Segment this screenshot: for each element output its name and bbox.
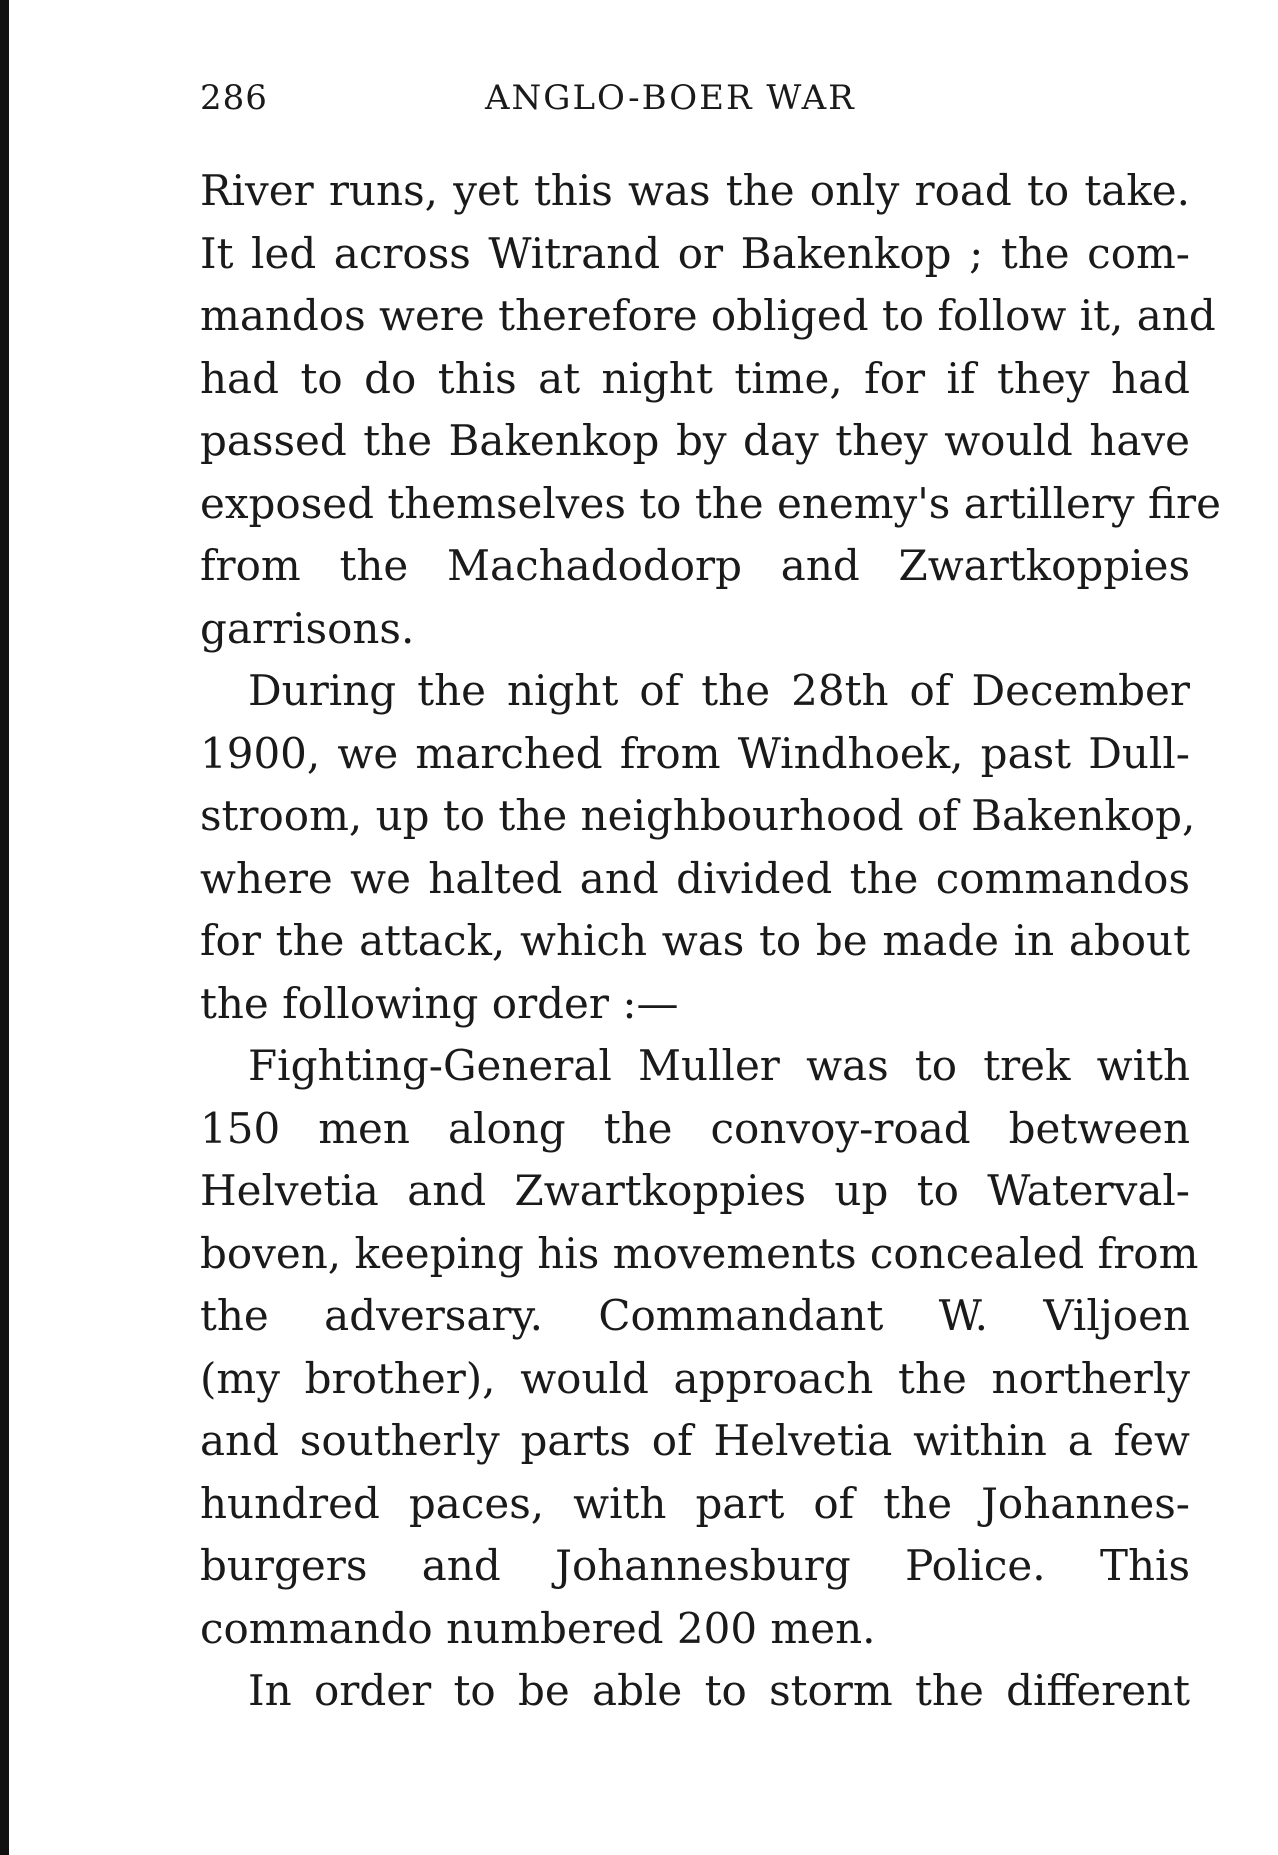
text-line: stroom, up to the neighbourhood of Bakenkop, xyxy=(200,791,1196,840)
text-line: where we halted and divided the commandos xyxy=(200,853,1190,903)
text-line: 1900, we marched from Windhoek, past Dull- xyxy=(200,728,1190,778)
text-line: burgers and Johannesburg Police. This xyxy=(200,1541,1190,1590)
text-line: garrisons. xyxy=(200,603,415,653)
running-title: ANGLO-BOER WAR xyxy=(485,78,856,118)
text-line: It led across Witrand or Bakenkop ; the com- xyxy=(200,228,1190,278)
text-line: 150 men along the convoy-road between xyxy=(200,1103,1190,1153)
text-line: passed the Bakenkop by day they would have xyxy=(200,416,1190,465)
text-line: commando numbered 200 men. xyxy=(200,1603,876,1653)
text-line: had to do this at night time, for if they had xyxy=(200,353,1190,403)
text-line: (my brother), would approach the northerly xyxy=(200,1353,1190,1403)
text-line: exposed themselves to the enemy's artillery fire xyxy=(200,478,1221,528)
text-line: hundred paces, with part of the Johannes- xyxy=(200,1478,1190,1528)
text-body xyxy=(200,160,1221,1723)
text-line: During the night of the 28th of December xyxy=(248,666,1190,715)
text-line: Helvetia and Zwartkoppies up to Waterval- xyxy=(200,1166,1190,1215)
text-line: In order to be able to storm the different xyxy=(248,1666,1190,1715)
text-line: boven, keeping his movements concealed from xyxy=(200,1228,1199,1278)
text-line: for the attack, which was to be made in about xyxy=(200,916,1190,965)
text-line: Fighting-General Muller was to trek with xyxy=(248,1041,1190,1090)
page-number: 286 xyxy=(200,78,268,118)
text-line: River runs, yet this was the only road to take. xyxy=(200,166,1190,215)
page-header xyxy=(200,78,980,128)
page-binding-edge xyxy=(0,0,9,1855)
text-line: from the Machadodorp and Zwartkoppies xyxy=(200,541,1190,590)
text-line: the adversary. Commandant W. Viljoen xyxy=(200,1291,1190,1340)
text-line: and southerly parts of Helvetia within a few xyxy=(200,1416,1190,1465)
text-line: mandos were therefore obliged to follow it, and xyxy=(200,291,1216,340)
text-line: the following order :— xyxy=(200,978,679,1028)
